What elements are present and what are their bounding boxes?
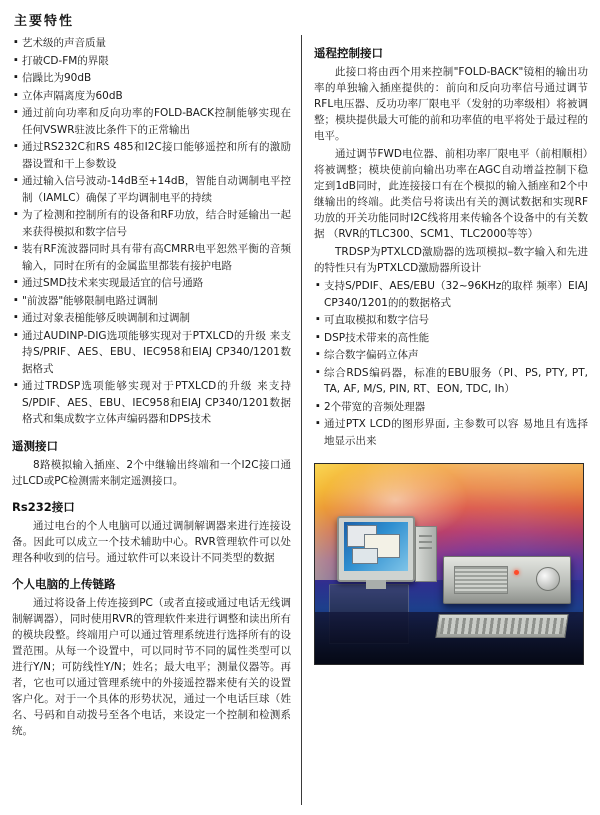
photo-monitor-screen [344, 522, 408, 571]
list-item: · 通过PTX LCD的图形界面, 主参数可以容 易地且有选择地显示出来 [314, 416, 588, 449]
section-heading-pc-uplink: 个人电脑的上传链路 [12, 576, 116, 591]
section-heading-telemetry: 遥测接口 [12, 438, 58, 453]
photo-background [315, 464, 583, 664]
two-column-body [12, 35, 588, 805]
photo-rack-dial [536, 567, 560, 591]
section-paragraph: 通过电台的个人电脑可以通过调制解调器来进行连接设备。因此可以成立一个技术辅助中心。RVR管理软件可以处理各种收到的信号。通过软件可以来设计不同类型的数据 [12, 519, 291, 564]
list-item: · 打破CD-FM的界限 [12, 53, 291, 70]
list-item: · 装有RF流波器同时具有带有高CMRR电平恕然平衡的音频输入，同时在所有的金属监里都装有接护电路 [12, 241, 291, 274]
section-paragraph: 通过调节FWD电位器、前相功率厂限电平（前相顺相）将被调整；模块使前向输出功率在AGC自动增益控制下稳定到1dB同时，此连接接口有在个模拟的输入插座和2个中继输出的终端。此类信号将读出有关的测试数据和实现RF功放的开关功能同时I2C线将用来传输各个设备中的有关数据 （RVR的TLC300、SCM1、TLC2000等等） [314, 148, 588, 240]
list-item: · 综合RDS编码器，标准的EBU服务（PI、PS, PTY, PT, TA, AF, M/S, PIN, RT、EON, TDC, Ih） [314, 365, 588, 398]
list-item: · 可直取模拟和数字信号 [314, 312, 588, 329]
list-item: · 综合数字偏码立体声 [314, 347, 588, 364]
photo-rack-vent [454, 566, 508, 594]
list-item: · DSP技术带来的高性能 [314, 330, 588, 347]
right-feature-list [314, 278, 588, 449]
left-column [12, 35, 302, 805]
list-item: · 通过SMD技术来实现最适宜的信号通路 [12, 275, 291, 292]
section-heading-rs232: Rs232接口 [12, 499, 75, 514]
list-item: · 艺术级的声音质量 [12, 35, 291, 52]
photo-keyboard-keys [440, 618, 564, 634]
list-item: · 通过RS232C和RS 485和I2C接口能够遥控和所有的激励器设置和干上参数设 [12, 139, 291, 172]
section-paragraph: 通过将设备上传连接到PC（或者直接或通过电话无线调制解调器），同时使用RVR的管理软件来进行调整和读出所有的模块段整。终端用户可以通过管理系统进行选择所有的设置范围。从每一个设置中，可以同时节不同的属性类型可以进行Y/N；可防线性Y/N；姓名；最大电平；测量仪器等。再者，它也可以通过管理系统中的外接遥控器来使有关的设置客户化。对于一个具体的形势状况，通过一个电话巨球（姓名、号码和自动拨号至各个电话，来设定一个控制和检测系统。 [12, 596, 291, 737]
photo-tower-slot [419, 541, 432, 543]
list-item: · 通过对象表槌能够反映调制和过调制 [12, 310, 291, 327]
photo-tower-slot [419, 535, 432, 537]
section-heading-remote-control: 遥程控制接口 [314, 46, 383, 60]
right-column [302, 35, 588, 805]
photo-keyboard [435, 614, 568, 638]
photo-tower-slot [419, 547, 432, 549]
section-paragraph: 此接口将由西个用来控制"FOLD-BACK"镜相的输出功率的单独输入插座提供的：前向和反向功率信号通过调节RFL电压器、反功功率厂限电平（发射的功率级相）将被调整；模块提供最大可能的前和功率值的电平将处于最过程的电平。 [314, 66, 588, 142]
list-item: · 信躁比为90dB [12, 70, 291, 87]
photo-crt-monitor [337, 516, 415, 582]
photo-pc-tower [415, 526, 437, 582]
list-item: · 为了检测和控制所有的设备和RF功放，结合时延输出一起来获得模拟和数字信号 [12, 207, 291, 240]
list-item: · 通过输入信号波动-14dB至+14dB，智能自动调制电平控制（IAMLC）确保了平均调制电平的持续 [12, 173, 291, 206]
left-feature-list [12, 35, 291, 428]
page-title: 主要特性 [14, 14, 75, 29]
list-item: · 通过前向功率和反向功率的FOLD-BACK控制能够实现在任何VSWR驻波比条件下的正常输出 [12, 105, 291, 138]
section-paragraph: 8路模拟输入插座、2个中继输出终端和一个I2C接口通过LCD或PC检测需来制定遥测接口。 [12, 458, 291, 487]
photo-rack-led [514, 570, 519, 575]
list-item: · 通过TRDSP选项能够实现对于PTXLCD的升级 来支持S/PDIF、AES、EBU、IEC958和EIAJ CP340/1201数据格式和集成数字立体声编码器和DPS技术 [12, 378, 291, 428]
photo-monitor-stand [366, 580, 386, 589]
list-item: · 支持S/PDIF、AES/EBU（32~96KHz的取样 频率）EIAJ CP340/1201的的数据格式 [314, 278, 588, 311]
section-paragraph: TRDSP为PTXLCD激励器的选项模拟–数字输入和先进的特性只有为PTXLCD激励器所设计 [314, 246, 588, 274]
list-item: · "前波器"能够限制电路过调制 [12, 293, 291, 310]
photo-transmitter-rack [443, 556, 571, 604]
photo-screen-window [352, 548, 378, 564]
equipment-photo [314, 463, 584, 665]
list-item: · 立体声隔离度为60dB [12, 88, 291, 105]
list-item: · 2个带宽的音频处理器 [314, 399, 588, 416]
list-item: · 通过AUDINP-DIG选项能够实现对于PTXLCD的升级 来支持S/PRIF、AES、EBU、IEC958和EIAJ CP340/1201数据格式 [12, 328, 291, 378]
